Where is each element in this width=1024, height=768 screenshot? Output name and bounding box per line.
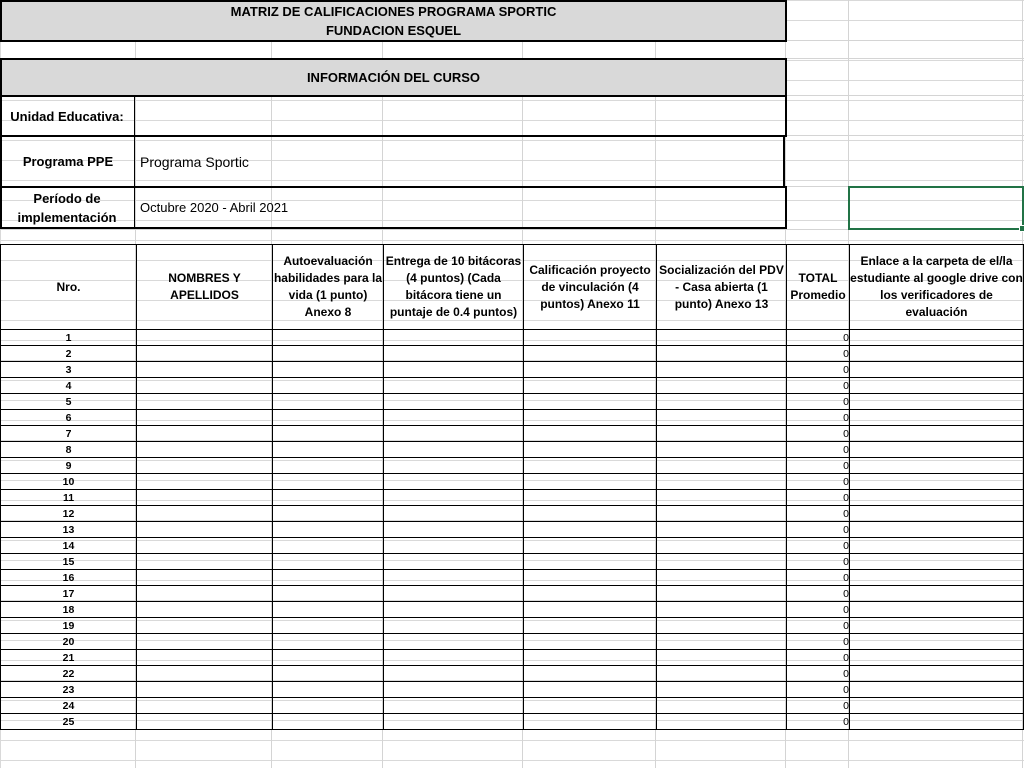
- socializacion-cell[interactable]: [657, 586, 787, 602]
- table-row: [1, 554, 1024, 570]
- proyecto-cell[interactable]: [524, 474, 657, 490]
- socializacion-cell[interactable]: [657, 410, 787, 426]
- periodo-label-line-1: Período de: [33, 190, 101, 206]
- enlace-cell[interactable]: [850, 378, 1024, 394]
- socializacion-cell[interactable]: [657, 474, 787, 490]
- table-row: [1, 346, 1024, 362]
- table-row: [1, 682, 1024, 698]
- proyecto-cell[interactable]: [524, 426, 657, 442]
- title-block[interactable]: [0, 0, 787, 42]
- enlace-cell[interactable]: [850, 410, 1024, 426]
- col-header-enlace[interactable]: Enlace a la carpeta de el/la estudiante al google drive con los verificadores de evaluación: [850, 245, 1024, 330]
- enlace-cell[interactable]: [850, 490, 1024, 506]
- total-cell[interactable]: 0: [787, 522, 850, 538]
- socializacion-cell[interactable]: [657, 442, 787, 458]
- table-row: [1, 426, 1024, 442]
- periodo-label-cell[interactable]: [0, 188, 135, 227]
- total-cell[interactable]: 0: [787, 634, 850, 650]
- nro-cell[interactable]: 2: [1, 346, 137, 362]
- bitacoras-cell[interactable]: [384, 490, 524, 506]
- unidad-educativa-value-cell[interactable]: [136, 97, 785, 135]
- section-header-course-info[interactable]: [0, 58, 787, 97]
- socializacion-cell[interactable]: [657, 506, 787, 522]
- name-cell[interactable]: [137, 506, 273, 522]
- enlace-cell[interactable]: [850, 474, 1024, 490]
- table-row: [1, 714, 1024, 730]
- enlace-cell[interactable]: [850, 650, 1024, 666]
- bitacoras-cell[interactable]: [384, 634, 524, 650]
- proyecto-cell[interactable]: [524, 634, 657, 650]
- bitacoras-cell[interactable]: [384, 346, 524, 362]
- total-cell[interactable]: 0: [787, 538, 850, 554]
- enlace-cell[interactable]: [850, 570, 1024, 586]
- name-cell[interactable]: [137, 666, 273, 682]
- nro-cell[interactable]: 3: [1, 362, 137, 378]
- col-header-nombres[interactable]: NOMBRES Y APELLIDOS: [137, 245, 273, 330]
- enlace-cell[interactable]: [850, 714, 1024, 730]
- name-cell[interactable]: [137, 378, 273, 394]
- name-cell[interactable]: [137, 714, 273, 730]
- bitacoras-cell[interactable]: [384, 618, 524, 634]
- enlace-cell[interactable]: [850, 346, 1024, 362]
- table-row: [1, 650, 1024, 666]
- total-cell[interactable]: 0: [787, 426, 850, 442]
- col-header-socializacion[interactable]: Socialización del PDV - Casa abierta (1 punto) Anexo 13: [657, 245, 787, 330]
- autoevaluacion-cell[interactable]: [273, 506, 384, 522]
- total-cell[interactable]: 0: [787, 586, 850, 602]
- proyecto-cell[interactable]: [524, 714, 657, 730]
- nro-cell[interactable]: 1: [1, 330, 137, 346]
- socializacion-cell[interactable]: [657, 346, 787, 362]
- bitacoras-cell[interactable]: [384, 666, 524, 682]
- socializacion-cell[interactable]: [657, 634, 787, 650]
- autoevaluacion-cell[interactable]: [273, 586, 384, 602]
- proyecto-cell[interactable]: [524, 522, 657, 538]
- bitacoras-cell[interactable]: [384, 538, 524, 554]
- enlace-cell[interactable]: [850, 554, 1024, 570]
- nro-cell[interactable]: 7: [1, 426, 137, 442]
- grades-table: [0, 244, 1024, 730]
- autoevaluacion-cell[interactable]: [273, 666, 384, 682]
- proyecto-cell[interactable]: [524, 442, 657, 458]
- unidad-educativa-label: Unidad Educativa:: [10, 108, 124, 124]
- name-cell[interactable]: [137, 490, 273, 506]
- nro-cell[interactable]: 17: [1, 586, 137, 602]
- socializacion-cell[interactable]: [657, 554, 787, 570]
- nro-cell[interactable]: 23: [1, 682, 137, 698]
- socializacion-cell[interactable]: [657, 362, 787, 378]
- table-row: [1, 602, 1024, 618]
- proyecto-cell[interactable]: [524, 650, 657, 666]
- total-cell[interactable]: 0: [787, 490, 850, 506]
- table-row: [1, 506, 1024, 522]
- bitacoras-cell[interactable]: [384, 394, 524, 410]
- bitacoras-cell[interactable]: [384, 378, 524, 394]
- enlace-cell[interactable]: [850, 586, 1024, 602]
- autoevaluacion-cell[interactable]: [273, 442, 384, 458]
- enlace-cell[interactable]: [850, 394, 1024, 410]
- name-cell[interactable]: [137, 682, 273, 698]
- nro-cell[interactable]: 18: [1, 602, 137, 618]
- autoevaluacion-cell[interactable]: [273, 618, 384, 634]
- table-row: [1, 490, 1024, 506]
- unidad-educativa-label-cell[interactable]: [0, 97, 135, 135]
- bitacoras-cell[interactable]: [384, 458, 524, 474]
- bitacoras-cell[interactable]: [384, 506, 524, 522]
- total-cell[interactable]: 0: [787, 682, 850, 698]
- total-cell[interactable]: 0: [787, 714, 850, 730]
- nro-cell[interactable]: 15: [1, 554, 137, 570]
- periodo-label-line-2: implementación: [17, 209, 117, 225]
- title-line-1: MATRIZ DE CALIFICACIONES PROGRAMA SPORTIC: [230, 4, 557, 19]
- socializacion-cell[interactable]: [657, 714, 787, 730]
- total-cell[interactable]: 0: [787, 346, 850, 362]
- socializacion-cell[interactable]: [657, 650, 787, 666]
- total-cell[interactable]: 0: [787, 410, 850, 426]
- enlace-cell[interactable]: [850, 362, 1024, 378]
- table-row: [1, 618, 1024, 634]
- table-row: [1, 330, 1024, 346]
- enlace-cell[interactable]: [850, 330, 1024, 346]
- proyecto-cell[interactable]: [524, 586, 657, 602]
- name-cell[interactable]: [137, 602, 273, 618]
- autoevaluacion-cell[interactable]: [273, 682, 384, 698]
- name-cell[interactable]: [137, 634, 273, 650]
- name-cell[interactable]: [137, 410, 273, 426]
- socializacion-cell[interactable]: [657, 378, 787, 394]
- table-row: [1, 442, 1024, 458]
- proyecto-cell[interactable]: [524, 410, 657, 426]
- bitacoras-cell[interactable]: [384, 586, 524, 602]
- table-row: [1, 362, 1024, 378]
- table-row: [1, 458, 1024, 474]
- total-cell[interactable]: 0: [787, 394, 850, 410]
- autoevaluacion-cell[interactable]: [273, 538, 384, 554]
- socializacion-cell[interactable]: [657, 458, 787, 474]
- enlace-cell[interactable]: [850, 682, 1024, 698]
- name-cell[interactable]: [137, 426, 273, 442]
- name-cell[interactable]: [137, 474, 273, 490]
- enlace-cell[interactable]: [850, 634, 1024, 650]
- col-header-nro[interactable]: Nro.: [1, 245, 137, 330]
- bitacoras-cell[interactable]: [384, 410, 524, 426]
- programa-ppe-value-cell[interactable]: [136, 136, 785, 187]
- bitacoras-cell[interactable]: [384, 426, 524, 442]
- periodo-value-cell[interactable]: [136, 188, 785, 227]
- total-cell[interactable]: 0: [787, 698, 850, 714]
- nro-cell[interactable]: 12: [1, 506, 137, 522]
- bitacoras-cell[interactable]: [384, 330, 524, 346]
- table-row: [1, 410, 1024, 426]
- proyecto-cell[interactable]: [524, 570, 657, 586]
- total-cell[interactable]: 0: [787, 570, 850, 586]
- total-cell[interactable]: 0: [787, 618, 850, 634]
- col-header-autoevaluacion[interactable]: Autoevaluación habilidades para la vida (1 punto) Anexo 8: [273, 245, 384, 330]
- proyecto-cell[interactable]: [524, 490, 657, 506]
- autoevaluacion-cell[interactable]: [273, 650, 384, 666]
- bitacoras-cell[interactable]: [384, 682, 524, 698]
- name-cell[interactable]: [137, 586, 273, 602]
- bitacoras-cell[interactable]: [384, 714, 524, 730]
- enlace-cell[interactable]: [850, 538, 1024, 554]
- proyecto-cell[interactable]: [524, 666, 657, 682]
- bitacoras-cell[interactable]: [384, 570, 524, 586]
- nro-cell[interactable]: 16: [1, 570, 137, 586]
- nro-cell[interactable]: 24: [1, 698, 137, 714]
- nro-cell[interactable]: 6: [1, 410, 137, 426]
- socializacion-cell[interactable]: [657, 522, 787, 538]
- autoevaluacion-cell[interactable]: [273, 554, 384, 570]
- autoevaluacion-cell[interactable]: [273, 522, 384, 538]
- nro-cell[interactable]: 4: [1, 378, 137, 394]
- nro-cell[interactable]: 9: [1, 458, 137, 474]
- socializacion-cell[interactable]: [657, 426, 787, 442]
- total-cell[interactable]: 0: [787, 506, 850, 522]
- autoevaluacion-cell[interactable]: [273, 714, 384, 730]
- table-row: [1, 522, 1024, 538]
- enlace-cell[interactable]: [850, 522, 1024, 538]
- proyecto-cell[interactable]: [524, 602, 657, 618]
- active-cell-selection[interactable]: [848, 186, 1024, 230]
- socializacion-cell[interactable]: [657, 538, 787, 554]
- bitacoras-cell[interactable]: [384, 602, 524, 618]
- proyecto-cell[interactable]: [524, 538, 657, 554]
- bitacoras-cell[interactable]: [384, 362, 524, 378]
- enlace-cell[interactable]: [850, 618, 1024, 634]
- nro-cell[interactable]: 21: [1, 650, 137, 666]
- nro-cell[interactable]: 13: [1, 522, 137, 538]
- table-row: [1, 634, 1024, 650]
- socializacion-cell[interactable]: [657, 330, 787, 346]
- total-cell[interactable]: 0: [787, 554, 850, 570]
- autoevaluacion-cell[interactable]: [273, 490, 384, 506]
- total-cell[interactable]: 0: [787, 458, 850, 474]
- name-cell[interactable]: [137, 570, 273, 586]
- total-cell[interactable]: 0: [787, 650, 850, 666]
- socializacion-cell[interactable]: [657, 618, 787, 634]
- col-header-proyecto[interactable]: Calificación proyecto de vinculación (4 puntos) Anexo 11: [524, 245, 657, 330]
- table-row: [1, 666, 1024, 682]
- nro-cell[interactable]: 14: [1, 538, 137, 554]
- periodo-value: Octubre 2020 - Abril 2021: [140, 200, 289, 215]
- proyecto-cell[interactable]: [524, 378, 657, 394]
- total-cell[interactable]: 0: [787, 442, 850, 458]
- name-cell[interactable]: [137, 394, 273, 410]
- bitacoras-cell[interactable]: [384, 554, 524, 570]
- socializacion-cell[interactable]: [657, 682, 787, 698]
- socializacion-cell[interactable]: [657, 666, 787, 682]
- autoevaluacion-cell[interactable]: [273, 394, 384, 410]
- total-cell[interactable]: 0: [787, 330, 850, 346]
- name-cell[interactable]: [137, 522, 273, 538]
- name-cell[interactable]: [137, 330, 273, 346]
- total-cell[interactable]: 0: [787, 474, 850, 490]
- table-row: [1, 378, 1024, 394]
- autoevaluacion-cell[interactable]: [273, 330, 384, 346]
- proyecto-cell[interactable]: [524, 394, 657, 410]
- programa-ppe-label: Programa PPE: [22, 154, 114, 169]
- name-cell[interactable]: [137, 362, 273, 378]
- name-cell[interactable]: [137, 650, 273, 666]
- table-row: [1, 586, 1024, 602]
- proyecto-cell[interactable]: [524, 346, 657, 362]
- enlace-cell[interactable]: [850, 506, 1024, 522]
- title-line-2: FUNDACION ESQUEL: [325, 23, 462, 38]
- socializacion-cell[interactable]: [657, 394, 787, 410]
- table-row: [1, 698, 1024, 714]
- socializacion-cell[interactable]: [657, 698, 787, 714]
- bitacoras-cell[interactable]: [384, 442, 524, 458]
- programa-ppe-label-cell[interactable]: [0, 136, 135, 187]
- autoevaluacion-cell[interactable]: [273, 570, 384, 586]
- table-header-row: [1, 245, 1024, 330]
- name-cell[interactable]: [137, 554, 273, 570]
- socializacion-cell[interactable]: [657, 570, 787, 586]
- enlace-cell[interactable]: [850, 698, 1024, 714]
- total-cell[interactable]: 0: [787, 666, 850, 682]
- proyecto-cell[interactable]: [524, 330, 657, 346]
- autoevaluacion-cell[interactable]: [273, 698, 384, 714]
- proyecto-cell[interactable]: [524, 554, 657, 570]
- nro-cell[interactable]: 20: [1, 634, 137, 650]
- autoevaluacion-cell[interactable]: [273, 426, 384, 442]
- enlace-cell[interactable]: [850, 442, 1024, 458]
- name-cell[interactable]: [137, 698, 273, 714]
- bitacoras-cell[interactable]: [384, 650, 524, 666]
- enlace-cell[interactable]: [850, 458, 1024, 474]
- name-cell[interactable]: [137, 346, 273, 362]
- table-row: [1, 538, 1024, 554]
- name-cell[interactable]: [137, 618, 273, 634]
- proyecto-cell[interactable]: [524, 618, 657, 634]
- col-header-bitacoras[interactable]: Entrega de 10 bitácoras (4 puntos) (Cada bitácora tiene un puntaje de 0.4 puntos): [384, 245, 524, 330]
- proyecto-cell[interactable]: [524, 506, 657, 522]
- nro-cell[interactable]: 5: [1, 394, 137, 410]
- proyecto-cell[interactable]: [524, 362, 657, 378]
- enlace-cell[interactable]: [850, 602, 1024, 618]
- nro-cell[interactable]: 10: [1, 474, 137, 490]
- nro-cell[interactable]: 11: [1, 490, 137, 506]
- enlace-cell[interactable]: [850, 666, 1024, 682]
- autoevaluacion-cell[interactable]: [273, 410, 384, 426]
- autoevaluacion-cell[interactable]: [273, 378, 384, 394]
- programa-ppe-value: Programa Sportic: [140, 153, 249, 170]
- total-cell[interactable]: 0: [787, 602, 850, 618]
- socializacion-cell[interactable]: [657, 490, 787, 506]
- autoevaluacion-cell[interactable]: [273, 602, 384, 618]
- total-cell[interactable]: 0: [787, 362, 850, 378]
- enlace-cell[interactable]: [850, 426, 1024, 442]
- autoevaluacion-cell[interactable]: [273, 634, 384, 650]
- autoevaluacion-cell[interactable]: [273, 346, 384, 362]
- table-row: [1, 474, 1024, 490]
- section-title: INFORMACIÓN DEL CURSO: [306, 70, 481, 85]
- proyecto-cell[interactable]: [524, 458, 657, 474]
- nro-cell[interactable]: 8: [1, 442, 137, 458]
- total-cell[interactable]: 0: [787, 378, 850, 394]
- name-cell[interactable]: [137, 538, 273, 554]
- table-row: [1, 394, 1024, 410]
- col-header-total[interactable]: TOTAL Promedio: [787, 245, 850, 330]
- name-cell[interactable]: [137, 442, 273, 458]
- nro-cell[interactable]: 25: [1, 714, 137, 730]
- autoevaluacion-cell[interactable]: [273, 362, 384, 378]
- socializacion-cell[interactable]: [657, 602, 787, 618]
- table-row: [1, 570, 1024, 586]
- autoevaluacion-cell[interactable]: [273, 458, 384, 474]
- nro-cell[interactable]: 19: [1, 618, 137, 634]
- proyecto-cell[interactable]: [524, 698, 657, 714]
- bitacoras-cell[interactable]: [384, 474, 524, 490]
- bitacoras-cell[interactable]: [384, 522, 524, 538]
- proyecto-cell[interactable]: [524, 682, 657, 698]
- name-cell[interactable]: [137, 458, 273, 474]
- nro-cell[interactable]: 22: [1, 666, 137, 682]
- bitacoras-cell[interactable]: [384, 698, 524, 714]
- autoevaluacion-cell[interactable]: [273, 474, 384, 490]
